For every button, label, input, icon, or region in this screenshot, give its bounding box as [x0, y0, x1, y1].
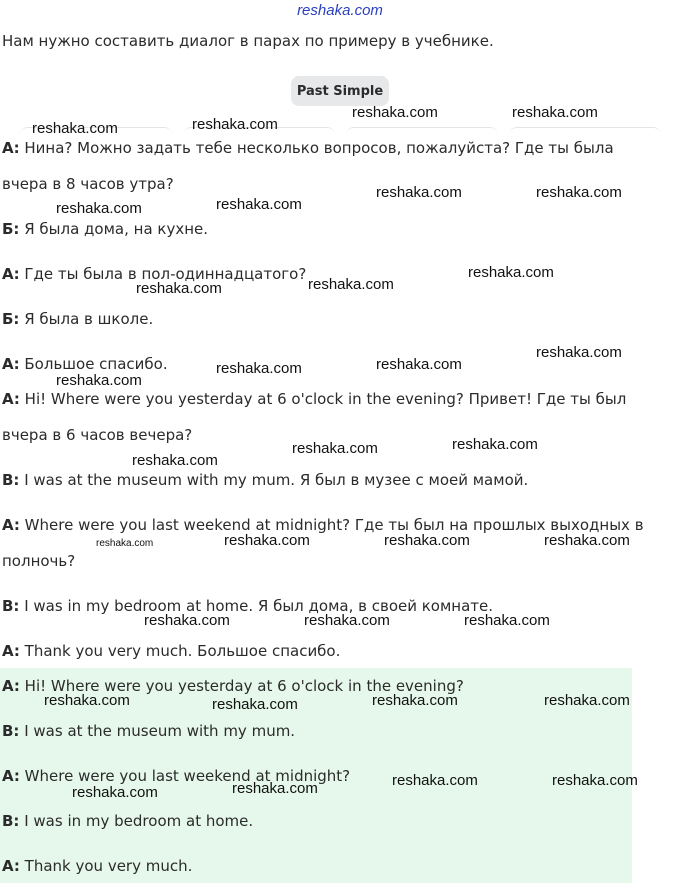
watermark: reshaka.com [308, 276, 394, 293]
task-intro: Нам нужно составить диалог в парах по примеру в учебнике. [2, 32, 494, 50]
watermark: reshaka.com [72, 784, 158, 801]
tab-divider [346, 127, 498, 136]
watermark: reshaka.com [56, 372, 142, 389]
dialog-line: полночь? [2, 552, 76, 570]
dialog-line: вчера в 8 часов утра? [2, 175, 174, 193]
watermark: reshaka.com [96, 538, 154, 549]
site-logo[interactable]: reshaka.com [297, 2, 383, 19]
dialog-line: A: Where were you last weekend at midnight? Где ты был на прошлых выходных в [2, 516, 644, 534]
dialog-line: А: Где ты была в пол-одиннадцатого? [2, 265, 307, 283]
dialog-line: Б: Я была дома, на кухне. [2, 220, 209, 238]
watermark: reshaka.com [144, 612, 230, 629]
watermark: reshaka.com [544, 532, 630, 549]
watermark: reshaka.com [464, 612, 550, 629]
dialog-line: A: Hi! Where were you yesterday at 6 o'clock in the evening? [2, 677, 464, 695]
dialog-line: А: Большое спасибо. [2, 355, 168, 373]
watermark: reshaka.com [468, 264, 554, 281]
watermark: reshaka.com [536, 344, 622, 361]
dialog-line: А: Нина? Можно задать тебе несколько вопросов, пожалуйста? Где ты была [2, 139, 614, 157]
dialog-line: B: I was in my bedroom at home. Я был дома, в своей комнате. [2, 597, 494, 615]
watermark: reshaka.com [552, 772, 638, 789]
dialog-line: A: Thank you very much. [2, 857, 193, 875]
watermark: reshaka.com [372, 692, 458, 709]
watermark: reshaka.com [544, 692, 630, 709]
dialog-line: A: Hi! Where were you yesterday at 6 o'clock in the evening? Привет! Где ты был [2, 390, 627, 408]
watermark: reshaka.com [56, 200, 142, 217]
watermark: reshaka.com [376, 356, 462, 373]
watermark: reshaka.com [352, 104, 438, 121]
watermark: reshaka.com [536, 184, 622, 201]
past-simple-tag-button[interactable]: Past Simple [291, 76, 389, 106]
watermark: reshaka.com [132, 452, 218, 469]
dialog-line: B: I was in my bedroom at home. [2, 812, 254, 830]
dialog-line: A: Where were you last weekend at midnight? [2, 767, 351, 785]
watermark: reshaka.com [32, 120, 118, 137]
watermark: reshaka.com [216, 360, 302, 377]
watermark: reshaka.com [232, 780, 318, 797]
dialog-line: Б: Я была в школе. [2, 310, 154, 328]
watermark: reshaka.com [512, 104, 598, 121]
watermark: reshaka.com [224, 532, 310, 549]
watermark: reshaka.com [304, 612, 390, 629]
dialog-line: A: Thank you very much. Большое спасибо. [2, 642, 341, 660]
watermark: reshaka.com [136, 280, 222, 297]
dialog-line: B: I was at the museum with my mum. [2, 722, 296, 740]
watermark: reshaka.com [216, 196, 302, 213]
watermark: reshaka.com [384, 532, 470, 549]
watermark: reshaka.com [44, 692, 130, 709]
watermark: reshaka.com [452, 436, 538, 453]
watermark: reshaka.com [192, 116, 278, 133]
tab-divider [509, 127, 661, 136]
dialog-line: B: I was at the museum with my mum. Я был в музее с моей мамой. [2, 471, 529, 489]
watermark: reshaka.com [292, 440, 378, 457]
dialog-line: вчера в 6 часов вечера? [2, 426, 193, 444]
watermark: reshaka.com [376, 184, 462, 201]
watermark: reshaka.com [212, 696, 298, 713]
watermark: reshaka.com [392, 772, 478, 789]
